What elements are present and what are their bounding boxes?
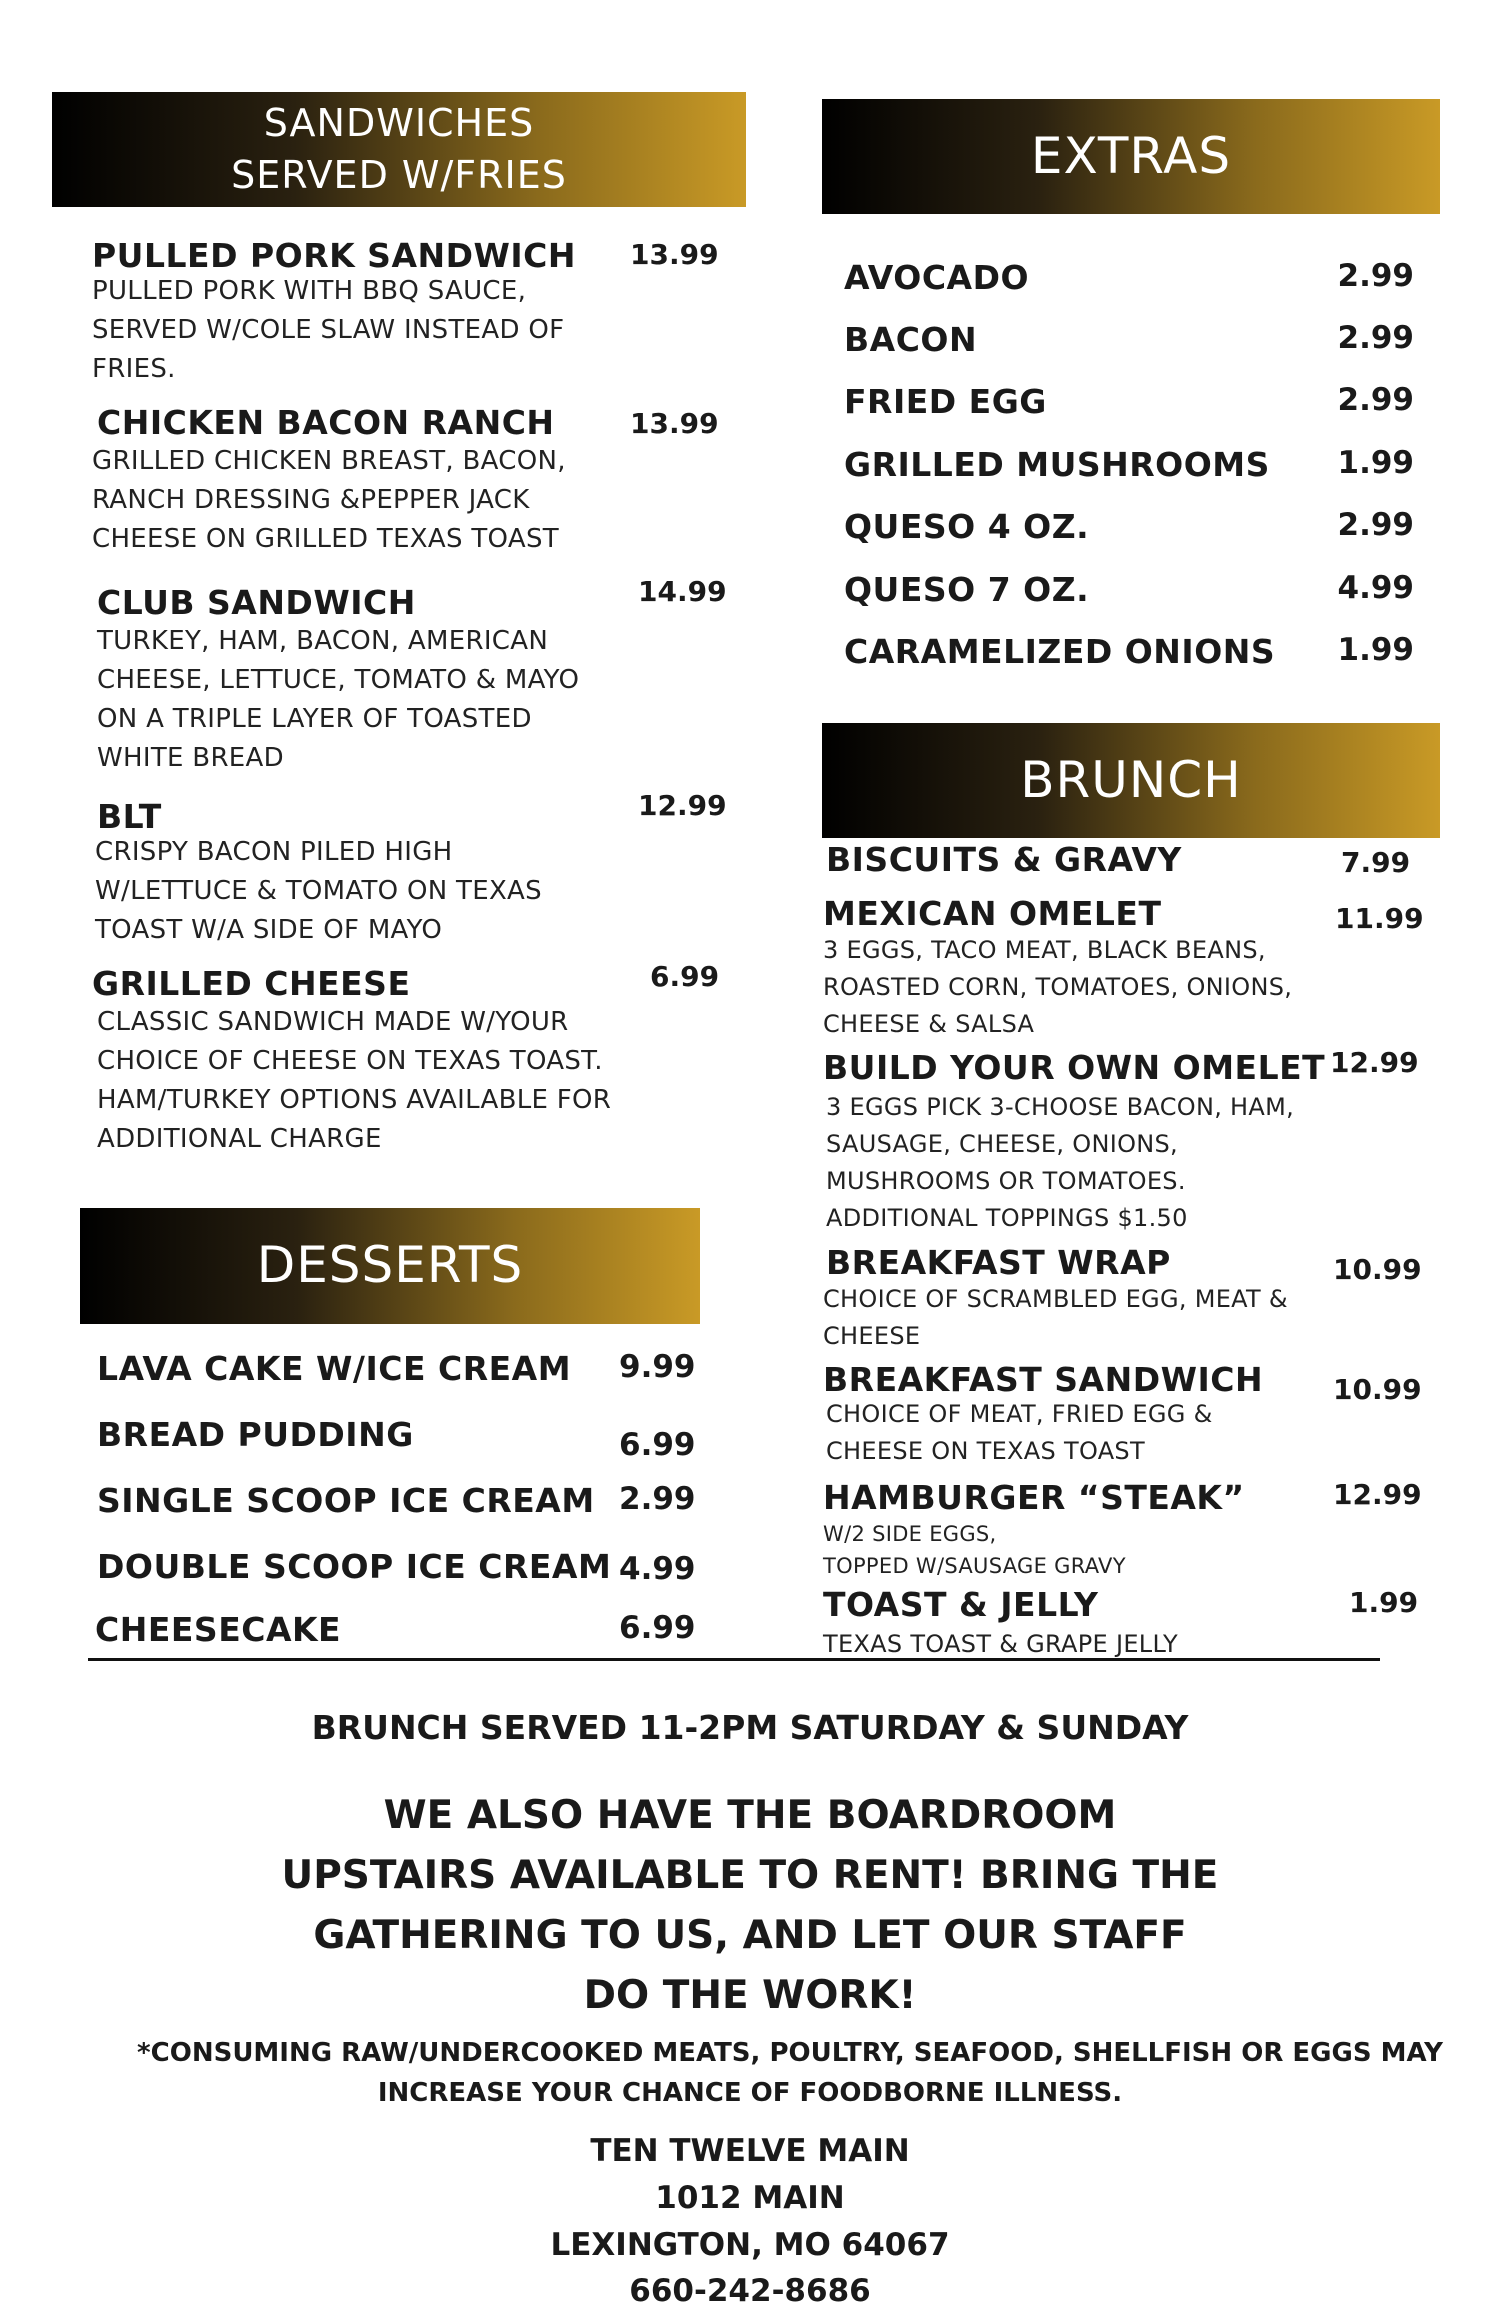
item-name: DOUBLE SCOOP ICE CREAM [97,1547,612,1586]
dessert-row [97,1547,697,1593]
item-price: 6.99 [619,1610,696,1646]
extras-banner [822,99,1440,214]
item-desc: CHOICE OF SCRAMBLED EGG, MEAT & CHEESE [823,1285,1288,1350]
item-price: 12.99 [1330,1046,1419,1079]
item-name: MEXICAN OMELET [823,894,1162,933]
item-name: GRILLED MUSHROOMS [844,445,1270,484]
item-name: GRILLED CHEESE [92,964,411,1003]
item-price: 11.99 [1335,902,1424,935]
item-name: BREAD PUDDING [97,1415,414,1454]
sandwiches-title-line2: SERVED W/FRIES [231,152,567,197]
item-desc: TURKEY, HAM, BACON, AMERICAN CHEESE, LETTUCE, TOMATO & MAYO ON A TRIPLE LAYER OF TOASTED WHITE BREAD [97,626,580,773]
item-price: 2.99 [1337,320,1414,356]
item-desc: TEXAS TOAST & GRAPE JELLY [823,1630,1178,1658]
sandwich-pulled-pork [92,236,576,275]
business-name: TEN TWELVE MAIN [590,2133,910,2169]
item-name: SINGLE SCOOP ICE CREAM [97,1481,595,1520]
item-price: 2.99 [1337,507,1414,543]
item-price: 13.99 [630,238,719,271]
item-price: 6.99 [619,1427,696,1463]
extras-title: EXTRAS [1030,126,1232,185]
sandwiches-banner [52,92,746,207]
item-name: BLT [97,797,162,836]
item-name: TOAST & JELLY [823,1585,1099,1624]
item-name: QUESO 4 OZ. [844,507,1090,546]
item-price: 2.99 [1337,382,1414,418]
phone-number: 660-242-8686 [629,2273,871,2309]
item-name: BUILD YOUR OWN OMELET [823,1048,1326,1087]
item-price: 1.99 [1349,1586,1419,1619]
item-desc: CHOICE OF MEAT, FRIED EGG & CHEESE ON TEXAS TOAST [826,1400,1213,1465]
item-name: HAMBURGER “STEAK” [823,1478,1245,1517]
sandwich-chicken-bacon-ranch [97,403,555,442]
brunch-toast-jelly [823,1585,1098,1624]
item-price: 9.99 [619,1349,696,1385]
item-name: FRIED EGG [844,382,1047,421]
item-name: CLUB SANDWICH [97,583,416,622]
item-price: 14.99 [638,575,727,608]
item-price: 7.99 [1341,846,1411,879]
item-price: 6.99 [650,960,720,993]
sandwich-club [97,583,416,622]
item-price: 4.99 [1337,570,1414,606]
item-name: BACON [844,320,978,359]
item-name: CHICKEN BACON RANCH [97,403,555,442]
item-name: QUESO 7 OZ. [844,570,1090,609]
item-desc: W/2 SIDE EGGS, TOPPED W/SAUSAGE GRAVY [823,1522,1126,1578]
brunch-breakfast-wrap [826,1243,1171,1282]
item-price: 13.99 [630,407,719,440]
item-price: 12.99 [638,789,727,822]
desserts-title: DESSERTS [256,1236,524,1295]
city-state-zip: LEXINGTON, MO 64067 [550,2227,950,2263]
item-desc: 3 EGGS, TACO MEAT, BLACK BEANS, ROASTED CORN, TOMATOES, ONIONS, CHEESE & SALSA [823,936,1293,1038]
dessert-row [95,1610,695,1656]
extras-row [844,507,1414,553]
extras-row [844,258,1414,304]
brunch-biscuits-gravy [826,840,1182,879]
brunch-hamburger-steak [823,1478,1245,1517]
item-name: PULLED PORK SANDWICH [92,236,577,275]
item-price: 1.99 [1337,445,1414,481]
item-name: CHEESECAKE [95,1610,342,1649]
item-name: LAVA CAKE W/ICE CREAM [97,1349,572,1388]
extras-row [844,382,1414,428]
extras-row [844,320,1414,366]
item-price: 10.99 [1333,1373,1422,1406]
item-price: 1.99 [1337,632,1414,668]
brunch-banner [822,723,1440,838]
dessert-row [97,1481,697,1527]
section-divider [88,1658,1380,1661]
item-desc: CLASSIC SANDWICH MADE W/YOUR CHOICE OF CHEESE ON TEXAS TOAST. HAM/TURKEY OPTIONS AVAILABLE FOR ADDITIONAL CHARGE [97,1007,612,1154]
desserts-banner [80,1208,700,1324]
item-desc: PULLED PORK WITH BBQ SAUCE, SERVED W/COLE SLAW INSTEAD OF FRIES. [92,276,565,384]
item-price: 10.99 [1333,1253,1422,1286]
sandwich-blt [97,797,162,836]
item-price: 2.99 [1337,258,1414,294]
brunch-hours: BRUNCH SERVED 11-2PM SATURDAY & SUNDAY [311,1708,1189,1747]
item-desc: CRISPY BACON PILED HIGH W/LETTUCE & TOMATO ON TEXAS TOAST W/A SIDE OF MAYO [95,837,542,945]
dessert-row [97,1349,697,1395]
item-name: CARAMELIZED ONIONS [844,632,1276,671]
item-desc: GRILLED CHICKEN BREAST, BACON, RANCH DRESSING &PEPPER JACK CHEESE ON GRILLED TEXAS TOAST [92,446,566,554]
sandwiches-title-line1: SANDWICHES [263,101,535,146]
extras-row [844,632,1414,678]
item-price: 12.99 [1333,1478,1422,1511]
brunch-build-your-own-omelet [823,1048,1325,1087]
extras-row [844,570,1414,616]
brunch-mexican-omelet [823,894,1161,933]
brunch-title: BRUNCH [1020,750,1242,809]
sandwich-grilled-cheese [92,964,411,1003]
item-desc: 3 EGGS PICK 3-CHOOSE BACON, HAM, SAUSAGE, CHEESE, ONIONS, MUSHROOMS OR TOMATOES. ADDITIONAL TOPPINGS $1.50 [826,1093,1295,1232]
item-price: 4.99 [619,1551,696,1587]
street-address: 1012 MAIN [655,2180,845,2216]
item-name: AVOCADO [844,258,1030,297]
item-price: 2.99 [619,1481,696,1517]
dessert-row [97,1415,697,1461]
brunch-breakfast-sandwich [823,1360,1263,1399]
item-name: BISCUITS & GRAVY [826,840,1182,879]
item-name: BREAKFAST WRAP [826,1243,1171,1282]
extras-row [844,445,1414,491]
item-name: BREAKFAST SANDWICH [823,1360,1264,1399]
